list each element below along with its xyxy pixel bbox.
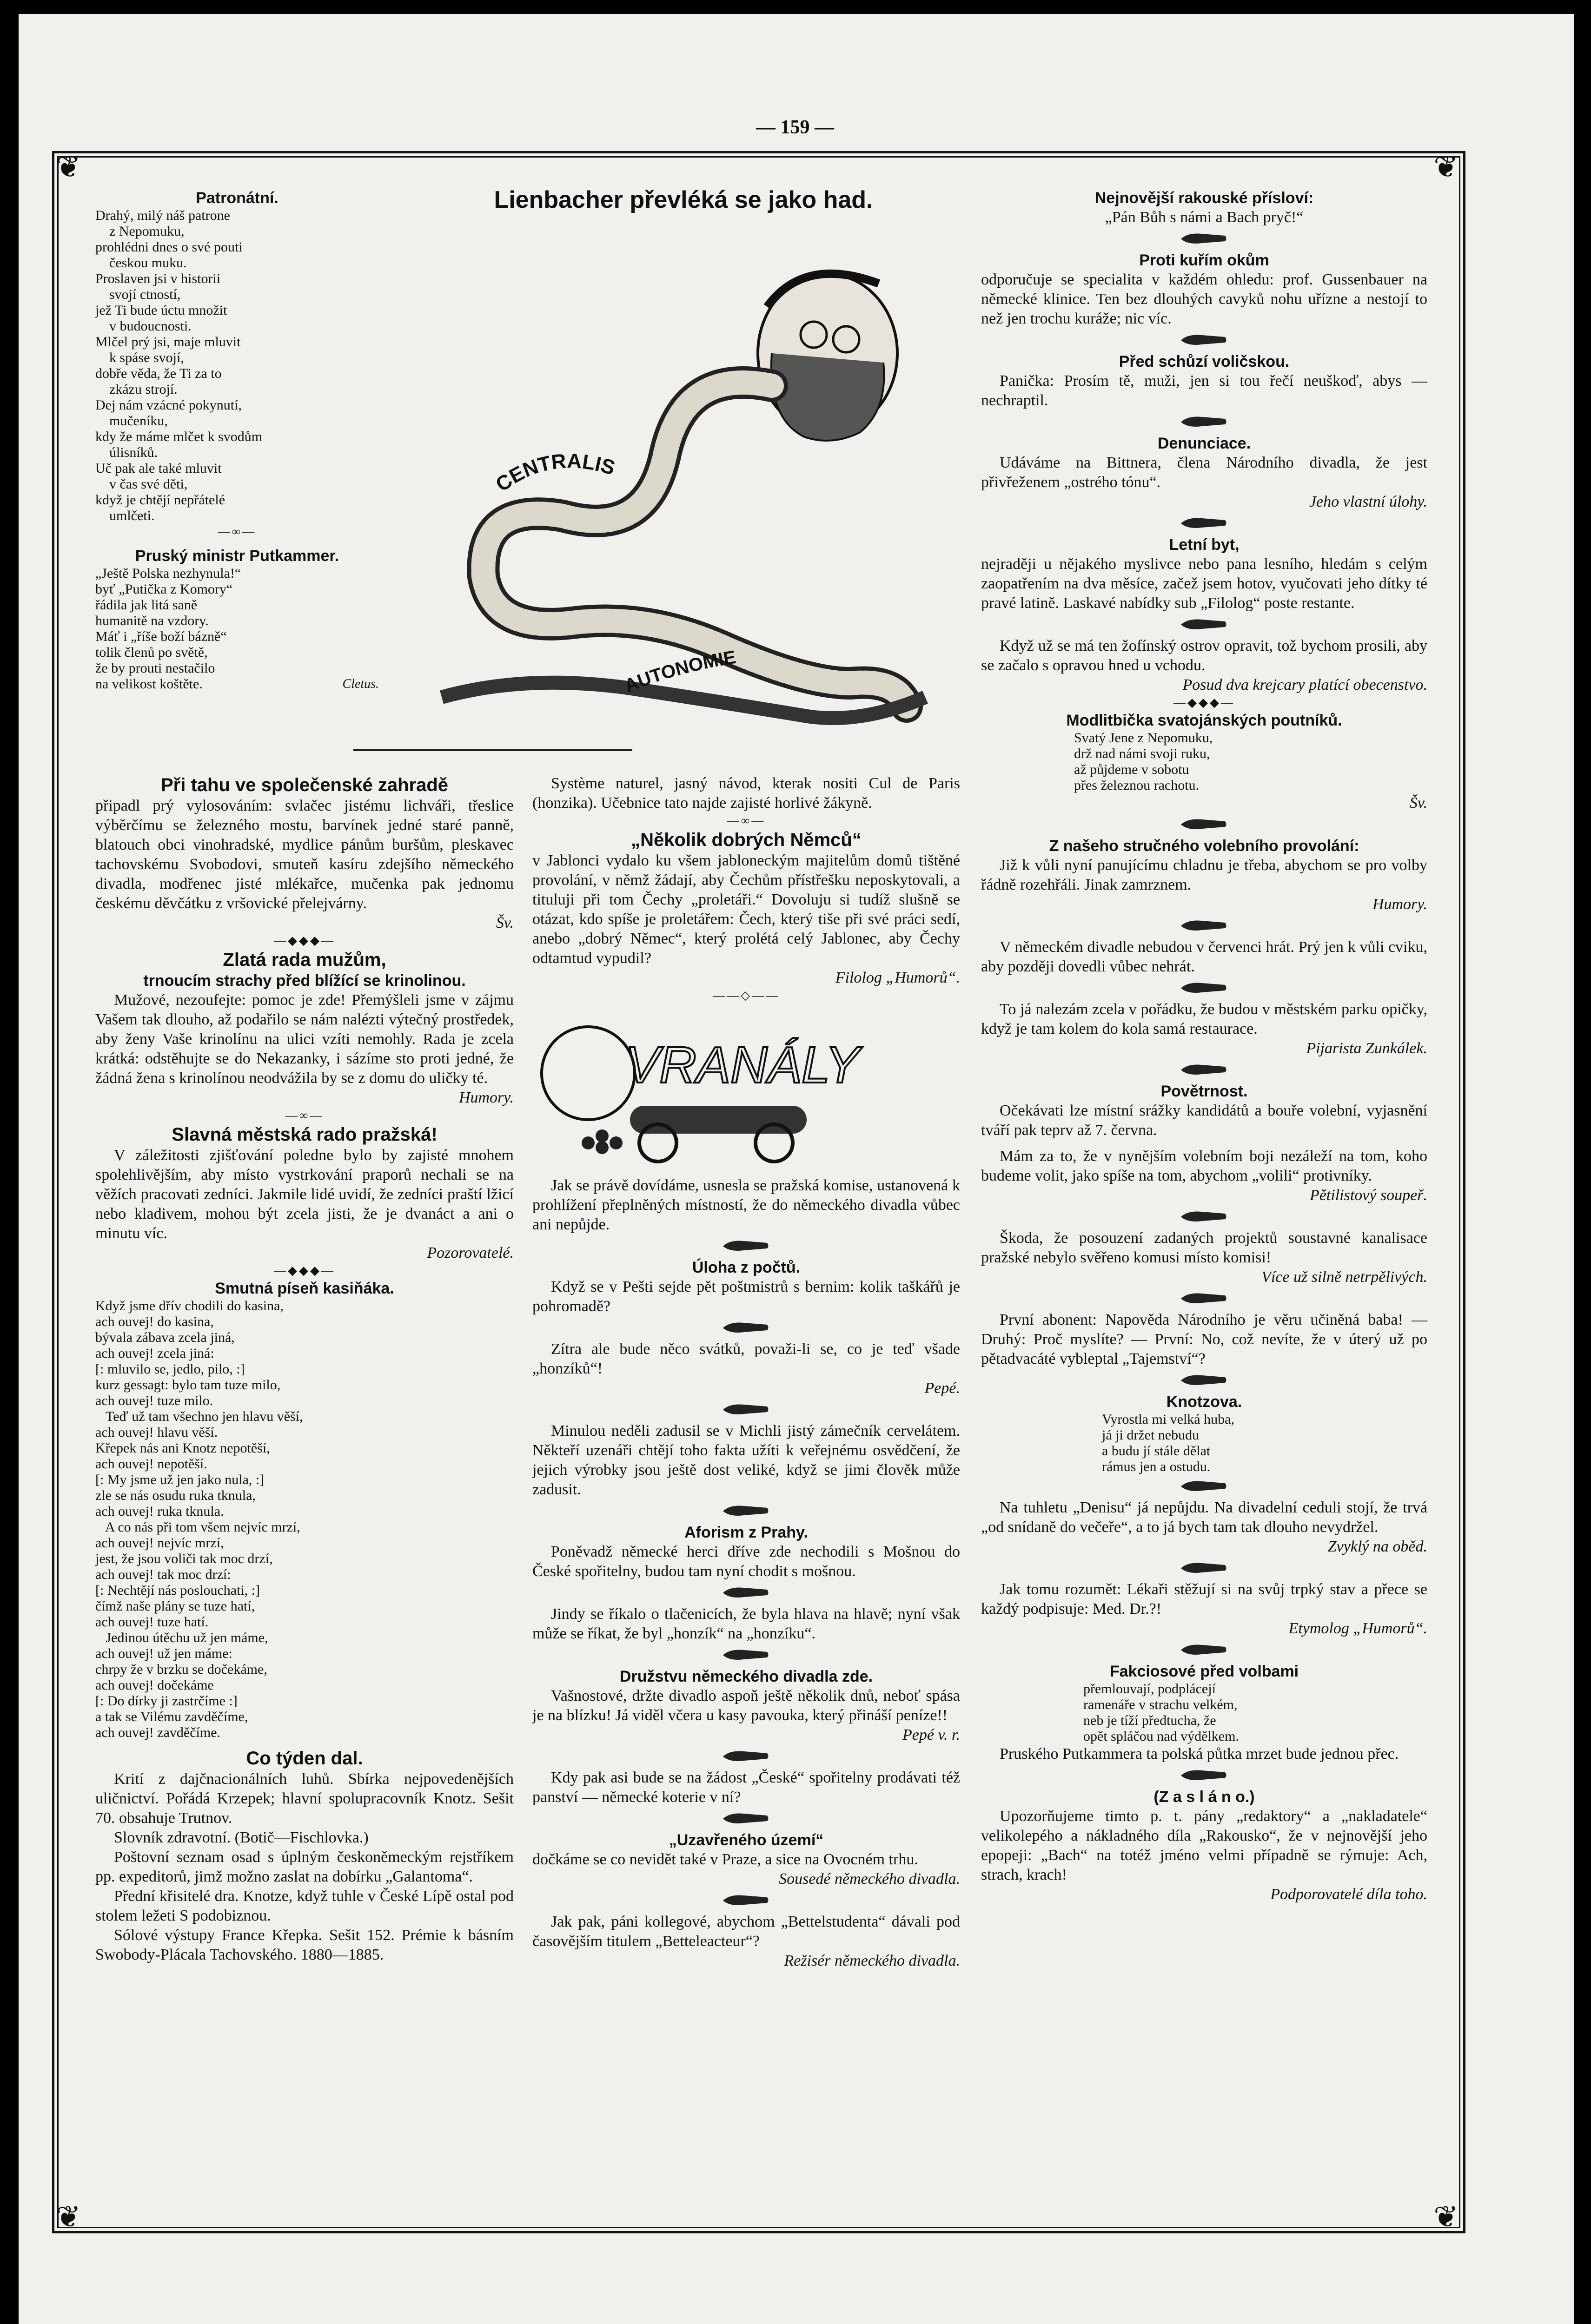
signature: Více už silně netrpělivých. <box>1261 1268 1427 1286</box>
poem-line: ach ouvej! zavděčíme. <box>95 1725 221 1740</box>
article-title: Zlatá rada mužům, <box>223 950 386 970</box>
poem-line: tolik členů po světě, <box>95 645 208 660</box>
article-title: „Několik dobrých Němců“ <box>631 830 862 850</box>
article-text: Pruského Putkammera ta polská půtka mrzet bude jednou přec. <box>1000 1745 1399 1763</box>
poem-line: prohlédni dnes o své pouti <box>95 239 243 255</box>
article-title: Slavná městská rado pražská! <box>172 1124 438 1145</box>
poem-line: ach ouvej! nepotěší. <box>95 1456 207 1472</box>
article-text: připadl prý vylosováním: svlačec jistému lichváři, třeslice výběrčímu se železného mostu, barvínek jedné staré panně, blatouch obci vinohradské, mydlice pánům buršům, pleskavec tachovskému Svobodovi, smuteň kasíru zdejšího německého divadla, modřenec jisté mlékařce, mučenka pak jednomu českému děvčátku z vršovické přelejvárny. <box>95 797 514 912</box>
separator-ornament: —∞— <box>727 814 766 827</box>
separator-ornament: —◆◆◆— <box>274 934 335 947</box>
article-text: Minulou neděli zadusil se v Michli jistý zámečník cervelátem. Někteří uzenáři chtějí toho fakta užíti k veřejnému osvědčení, že jejich výrobky jsou ještě dost veliké, když se jimi člověk může zadusit. <box>532 1422 960 1498</box>
corner-ornament-icon: ❦ <box>1433 150 1458 185</box>
article-text: Očekávati lze místní srážky kandidátů a bouře volební, vyjasnění tváří pak teprv až 7. června. <box>981 1102 1427 1139</box>
article-text: Panička: Prosím tě, muži, jen si tou řečí neuškoď, abys — nechraptil. <box>981 372 1427 409</box>
poem-line: ach ouvej! dočekáme <box>95 1677 214 1693</box>
poem-patronatni <box>95 208 379 524</box>
poem-putkammer <box>95 566 379 692</box>
poem-line: A co nás při tom všem nejvíc mrzí, <box>95 1519 300 1535</box>
corner-ornament-icon: ❦ <box>56 2200 81 2234</box>
column-3 <box>981 188 1427 1904</box>
corner-ornament-icon: ❦ <box>56 150 81 185</box>
poem-line: Svatý Jene z Nepomuku, <box>1074 730 1213 746</box>
separator-ornament: —◆◆◆— <box>274 1264 335 1277</box>
cannon-icon <box>630 1106 807 1134</box>
poem-line: humanitě na vzdory. <box>95 613 209 628</box>
pointing-hand-icon <box>1179 1641 1230 1659</box>
poem-line: ach ouvej! do kasina, <box>95 1314 214 1329</box>
pointing-hand-icon <box>1179 816 1230 833</box>
article-title: Při tahu ve společenské zahradě <box>160 775 449 795</box>
article-text: Vašnostové, držte divadlo aspoň ještě několik dnů, neboť spása je na blízku! Já viděl včera u kasy pavouka, který přináší peníze!! <box>532 1687 960 1724</box>
article-text: Již k vůli nyní panujícímu chladnu je třeba, abychom se pro volby řádně rozehřáli. Jinak zamrznem. <box>981 857 1427 893</box>
poem-line: na velikost koštěte. <box>95 676 203 692</box>
column-2 <box>532 774 960 1971</box>
tyden-list <box>95 1769 514 1965</box>
poem-line: že by prouti nestačilo <box>95 660 215 676</box>
pointing-hand-icon <box>1179 917 1230 935</box>
article-title: Proti kuřím okům <box>1139 251 1269 269</box>
signature: Šv. <box>1409 794 1427 812</box>
pointing-hand-icon <box>1179 1559 1230 1577</box>
pointing-hand-icon <box>1179 1767 1230 1784</box>
poem-line: ach ouvej! už jen máme: <box>95 1646 232 1661</box>
signature: Etymolog „Humorů“. <box>1288 1620 1427 1637</box>
signature: Humory. <box>1372 896 1427 913</box>
signature: Zvyklý na oběd. <box>1327 1538 1427 1555</box>
article-title: Patronátní. <box>196 189 278 207</box>
beard-icon <box>771 353 884 441</box>
signature: Cletus. <box>342 677 379 691</box>
pointing-hand-icon <box>1179 1208 1230 1226</box>
article-text: Upozorňujeme timto p. t. pány „redaktory“ a „nakladatele“ velikolepého a nákladného díla „Rakousko“, že v nejnovější jeho epopeji: „Bach“ na totéž jméno velmi případně se rýmuje: Ach, strach, krach! <box>981 1808 1427 1883</box>
article-text: Kdy pak asi bude se na žádost „České“ spořitelny prodávati též panství — německé koterie v ní? <box>532 1769 960 1806</box>
poem-line: [: mluvilo se, jedlo, pilo, :] <box>95 1361 245 1377</box>
separator-ornament: —∞— <box>218 525 257 538</box>
poem-line: byť „Putička z Komory“ <box>95 581 233 597</box>
article-text: Zítra ale bude něco svátků, považi-li se, co je teď všade „honzíků“! <box>532 1340 960 1377</box>
poem-line: když je chtějí nepřátelé <box>95 492 225 508</box>
article-text: Jindy se říkalo o tlačenicích, že byla hlava na hlavě; nyní však může se říkat, že byl „honzík“ na „honzíku“. <box>532 1605 960 1642</box>
article-title: Úloha z počtů. <box>692 1259 801 1276</box>
poem-line: ach ouvej! hlavu věší. <box>95 1425 218 1440</box>
page-number: — 159 — <box>756 117 834 138</box>
poem-line: zkázu strojí. <box>95 382 178 397</box>
corner-ornament-icon: ❦ <box>1433 2200 1458 2234</box>
poem-line: Křepek nás ani Knotz nepotěší, <box>95 1440 270 1456</box>
article-text: V záležitosti zjišťování poledne bylo by zajisté mnohem spolehlivějším, aby místo vystrkování praporů nechali se na věžích pracovati zedníci. Jakmile lidé uvidí, že zedníci praští lžicí nebo kladivem, mohou být zcela jisti, že je dvanáct a ani o minutu víc. <box>95 1147 514 1242</box>
article-text: Jak pak, páni kollegové, abychom „Bettelstudenta“ dávali pod časovějším titulem „Betteleacteur“? <box>532 1913 960 1950</box>
poem-line: úlisníků. <box>95 445 158 460</box>
banner-centralisace: CENTRALIS <box>491 449 618 496</box>
poem-line: opět spláčou nad výdělkem. <box>1083 1729 1239 1744</box>
pointing-hand-icon <box>721 1584 772 1602</box>
article-title: Z našeho stručného volebního provolání: <box>1049 837 1359 855</box>
separator-ornament: ——◇—— <box>713 989 780 1002</box>
poem-line: „Ještě Polska nezhynula!“ <box>95 566 241 581</box>
article-text: To já nalezám zcela v pořádku, že budou v městském parku opičky, když je tam kolem do kola samá restaurace. <box>981 1001 1427 1037</box>
pointing-hand-icon <box>1179 1290 1230 1307</box>
separator-ornament: —∞— <box>285 1109 324 1122</box>
article-text: Když se v Pešti sejde pět poštmistrů s bernim: kolik taškářů je pohromadě? <box>532 1278 960 1315</box>
article-title: Družstvu německého divadla zde. <box>619 1668 873 1685</box>
poem-line: [: My jsme už jen jako nula, :] <box>95 1472 265 1487</box>
poem-line: rámus jen a ostudu. <box>1102 1459 1211 1474</box>
article-text: V německém divadle nebudou v červenci hrát. Prý jen k vůli cviku, aby později dovedli vůbec nehrát. <box>981 938 1427 975</box>
article-text: Mužové, nezoufejte: pomoc je zde! Přemýšleli jsme v zájmu Vašem tak dlouho, až podařilo se nám nalézti výtečný prostředek, aby ženy Vaše krinolínu na ulici vzíti nemohly. Rada je zcela krátká: odstěhujte se do Nekazanky, i sázíme sto proti jedné, že žádná žena s krinolínou neodvážila by se z domu do uličky té. <box>95 991 514 1087</box>
poem-line: přemlouvají, podplácejí <box>1083 1681 1216 1697</box>
poem-line: čímž naše plány se tuze hatí, <box>95 1598 255 1614</box>
poem-line: a budu jí stále dělat <box>1102 1443 1211 1459</box>
article-title: Nejnovější rakouské přísloví: <box>1094 189 1314 207</box>
signature: Filolog „Humorů“. <box>835 969 960 986</box>
poem-line: jest, že jsou voliči tak moc drzí, <box>95 1551 273 1566</box>
poem-line: chrpy že v brzku se dočekáme, <box>95 1662 267 1677</box>
list-item: Slovník zdravotní. (Botič—Fischlovka.) <box>114 1829 369 1846</box>
poem-fakciosove <box>981 1681 1427 1744</box>
poem-line: bývala zábava zcela jiná, <box>95 1330 235 1345</box>
signature: Pozorovatelé. <box>427 1244 514 1261</box>
poem-line: [: Do dírky ji zastrčíme :] <box>95 1693 238 1709</box>
poem-line: Mlčel prý jsi, maje mluvit <box>95 334 241 350</box>
pointing-hand-icon <box>1179 1372 1230 1389</box>
article-title: (Z a s l á n o.) <box>1153 1788 1255 1806</box>
article-title: Modlitbička svatojánských poutníků. <box>1066 712 1342 729</box>
signature: Pijarista Zunkálek. <box>1306 1040 1427 1057</box>
banner-autonomie: AUTONOMIE <box>621 647 738 697</box>
pointing-hand-icon <box>1179 1061 1230 1079</box>
cartoon-lienbacher <box>386 184 981 755</box>
poem-line: ach ouvej! ruka tknula. <box>95 1504 224 1519</box>
poem-line: neb je tíží předtucha, že <box>1083 1713 1216 1728</box>
pointing-hand-icon <box>1179 331 1230 349</box>
pointing-hand-icon <box>1179 515 1230 532</box>
poem-line: až půjdeme v sobotu <box>1074 762 1189 777</box>
article-title: „Uzavřeného území“ <box>669 1831 824 1849</box>
poem-line: Jedinou útěchu už jen máme, <box>95 1630 268 1645</box>
article-text: Jak se právě dovídáme, usnesla se pražská komise, ustanovená k prohlížení přeplněných místností, že do německého divadla vůbec ani nepůjde. <box>532 1177 960 1233</box>
signature: Pětilistový soupeř. <box>1309 1187 1427 1204</box>
article-title: Aforism z Prahy. <box>684 1524 808 1541</box>
article-text: „Pán Bůh s námi a Bach pryč!“ <box>1105 209 1304 226</box>
poem-line: Když jsme dřív chodili do kasina, <box>95 1298 284 1314</box>
poem-line: umlčeti. <box>95 508 155 523</box>
poem-line: Máť i „říše boží bázně“ <box>95 629 227 644</box>
poem-line: ach ouvej! tuze hatí. <box>95 1614 209 1630</box>
poem-line: Dej nám vzácné pokynutí, <box>95 397 242 413</box>
article-title: Knotzova. <box>1166 1393 1242 1411</box>
poem-line: ach ouvej! zcela jiná: <box>95 1346 214 1361</box>
pointing-hand-icon <box>721 1748 772 1765</box>
article-title: Pruský ministr Putkammer. <box>135 547 339 565</box>
signature: Humory. <box>458 1089 514 1106</box>
article-text: nejraději u nějakého myslivce nebo pana lesního, hledám s celým zaopatřením na dva měsíce, začež jsem hotov, vyučovati jeho dítky té pravé latině. Laskavé nabídky sub „Filolog“ poste restante. <box>981 555 1427 612</box>
list-item: Přední křisitelé dra. Knotze, když tuhle v České Lípě ostal pod stolem ležeti S podobiznou. <box>95 1888 514 1924</box>
poem-line: českou muku. <box>95 255 187 271</box>
article-text: Udáváme na Bittnera, člena Národního divadla, že jest přivřeženem „ostrého tónu“. <box>981 454 1427 491</box>
cartoon-title: Lienbacher převléká se jako had. <box>494 186 873 213</box>
article-title: Denunciace. <box>1157 435 1251 452</box>
poem-line: Uč pak ale také mluvit <box>95 461 222 476</box>
ranaly-heading: VRANÁLY <box>625 1037 860 1094</box>
article-title: Letní byt, <box>1169 536 1240 554</box>
article-title: Smutná píseň kasiňáka. <box>215 1280 394 1297</box>
poem-line: zle se nás osudu ruka tknula, <box>95 1488 256 1503</box>
snake-illustration <box>386 214 981 753</box>
poem-line: a tak se Vilému zavděčíme, <box>95 1709 248 1724</box>
poem-line: k spáse svojí, <box>95 350 184 365</box>
article-subtitle: trnoucím strachy před blížící se krinolinou. <box>143 972 466 990</box>
poem-line: svojí ctností, <box>95 287 181 302</box>
poem-line: Proslaven jsi v historii <box>95 271 221 286</box>
poem-line: jež Ti bude úctu množit <box>95 303 227 318</box>
poem-modlitbicka <box>981 730 1427 793</box>
pointing-hand-icon <box>1179 413 1230 431</box>
column-1-lower <box>95 774 514 1965</box>
article-text: Na tuhletu „Denisu“ já nepůjdu. Na divadelní ceduli stojí, že trvá „od snídaně do večeře“, a to já bych tam tak dlouho nevydržel. <box>981 1499 1427 1536</box>
article-text: První abonent: Napověda Národního je věru učiněná baba! — Druhý: Proč myslíte? — První: No, což nevíte, že v úterý už po pětadvacáté vybleptal „Tajemství“? <box>981 1311 1427 1367</box>
poem-line: kdy že máme mlčet k svodům <box>95 429 263 444</box>
pointing-hand-icon <box>1179 1478 1230 1495</box>
poem-knotzova <box>981 1412 1427 1475</box>
separator-ornament: —◆◆◆— <box>1173 696 1235 709</box>
pointing-hand-icon <box>721 1502 772 1520</box>
poem-line: z Nepomuku, <box>95 224 185 239</box>
article-text: Poněvadž německé herci dříve zde nechodili s Mošnou do České spořitelny, budou tam nyní chodit s mošnou. <box>532 1543 960 1580</box>
poem-kasinak <box>95 1298 514 1741</box>
article-title: Povětrnost. <box>1160 1083 1248 1100</box>
poem-line: v čas své děti, <box>95 476 188 492</box>
poem-line: Teď už tam všechno jen hlavu věší, <box>95 1409 303 1424</box>
poem-line: ach ouvej! tuze milo. <box>95 1393 213 1408</box>
signature: Pepé. <box>924 1380 960 1397</box>
separator-line <box>353 749 632 751</box>
article-title: Fakciosové před volbami <box>1109 1663 1299 1680</box>
signature: Šv. <box>496 914 514 931</box>
article-text: dočkáme se co nevidět také v Praze, a sice na Ovocném trhu. <box>532 1851 918 1868</box>
pointing-hand-icon <box>721 1892 772 1909</box>
signature: Sousedé německého divadla. <box>779 1870 960 1888</box>
poem-line: Vyrostla mi velká huba, <box>1102 1412 1234 1427</box>
article-text: Škoda, že posouzení zadaných projektů soustavné kanalisace pražské nebylo svěřeno komusi místo komisi! <box>981 1229 1427 1266</box>
signature: Jeho vlastní úlohy. <box>1309 493 1427 510</box>
pointing-hand-icon <box>721 1810 772 1828</box>
article-title: Co týden dal. <box>246 1748 363 1769</box>
pointing-hand-icon <box>721 1319 772 1337</box>
poem-line: Drahý, milý náš patrone <box>95 208 230 223</box>
article-text: Jak tomu rozumět: Lékaři stěžují si na svůj trpký stav a přece se každý podpisuje: Med. Dr.?! <box>981 1581 1427 1618</box>
poem-line: já ji držet nebudu <box>1102 1427 1200 1443</box>
poem-line: [: Nechtějí nás poslouchati, :] <box>95 1583 260 1598</box>
poem-line: přes železnou rachotu. <box>1074 778 1200 793</box>
article-text: Système naturel, jasný návod, kterak nositi Cul de Paris (honzika). Učebnice tato najde zajisté horlivé žákyně. <box>532 775 960 812</box>
column-1-upper <box>95 188 379 691</box>
poem-line: řádila jak litá saně <box>95 597 198 613</box>
article-text: Mám za to, že v nynějším volebním boji nezáleží na tom, koho budeme volit, jako spíše na tom, abychom „volili“ protivníky. <box>981 1148 1427 1184</box>
article-text: v Jablonci vydalo ku všem jabloneckým majitelům domů tištěné provolání, v němž žádají, aby Čechům přístřešku neposkytovali, a tituluji při tom Čechy „proletáři.“ Dovoluju si tudíž slušně se otázat, kdo spíše je proletářem: Čech, který tiše při své práci sedí, anebo „dobrý Němec“, který prolétá celý Jablonec, aby Čechy odtamtud vypudil? <box>532 852 960 967</box>
pointing-hand-icon <box>721 1401 772 1419</box>
ranaly-illustration <box>532 1004 960 1171</box>
signature: Podporovatelé díla toho. <box>1270 1886 1427 1903</box>
list-item: Poštovní seznam osad s úplným českoněmeckým rejstříkem pp. expeditorů, jimž možno zaslat na dobírku „Galantoma“. <box>95 1849 514 1885</box>
article-title: Před schůzí voličskou. <box>1119 353 1290 370</box>
article-text: odporučuje se specialita v každém ohledu: prof. Gussenbauer na německé klinice. Ten bez dlouhých cavyků nohu uřízne a nestojí to než jen trochu kuráže; nic víc. <box>981 271 1427 327</box>
signature: Posud dva krejcary platící obecenstvo. <box>1182 676 1427 693</box>
article-text: Když už se má ten žofínský ostrov opravit, tož bychom prosili, aby se začalo s opravou hned u vchodu. <box>981 637 1427 674</box>
pointing-hand-icon <box>721 1237 772 1255</box>
poem-line: v budoucnosti. <box>95 318 192 334</box>
poem-line: ach ouvej! nejvíc mrzí, <box>95 1535 224 1551</box>
pointing-hand-icon <box>1179 230 1230 248</box>
signature: Režisér německého divadla. <box>784 1952 960 1969</box>
poem-line: drž nad námi svoji ruku, <box>1074 746 1210 761</box>
poem-line: dobře věda, že Ti za to <box>95 366 222 381</box>
poem-line: kurz gessagt: bylo tam tuze milo, <box>95 1377 281 1393</box>
poem-line: ach ouvej! tak moc drzí: <box>95 1567 231 1582</box>
pointing-hand-icon <box>721 1646 772 1664</box>
list-item: Krití z dajčnacionálních luhů. Sbírka nejpovedenějších uličnictví. Pořádá Krzepek; hlavní spolupracovník Knotz. Sešit 70. obsahuje Trutnov. <box>95 1770 514 1827</box>
signature: Pepé v. r. <box>902 1726 960 1743</box>
pointing-hand-icon <box>1179 616 1230 634</box>
poem-line: mučeníku, <box>95 413 168 429</box>
list-item: Sólové výstupy France Křepka. Sešit 152. Prémie k básním Swobody-Plácala Tachovského. 1880—1885. <box>95 1927 514 1963</box>
poem-line: ramenáře v strachu velkém, <box>1083 1697 1238 1712</box>
pointing-hand-icon <box>1179 979 1230 997</box>
